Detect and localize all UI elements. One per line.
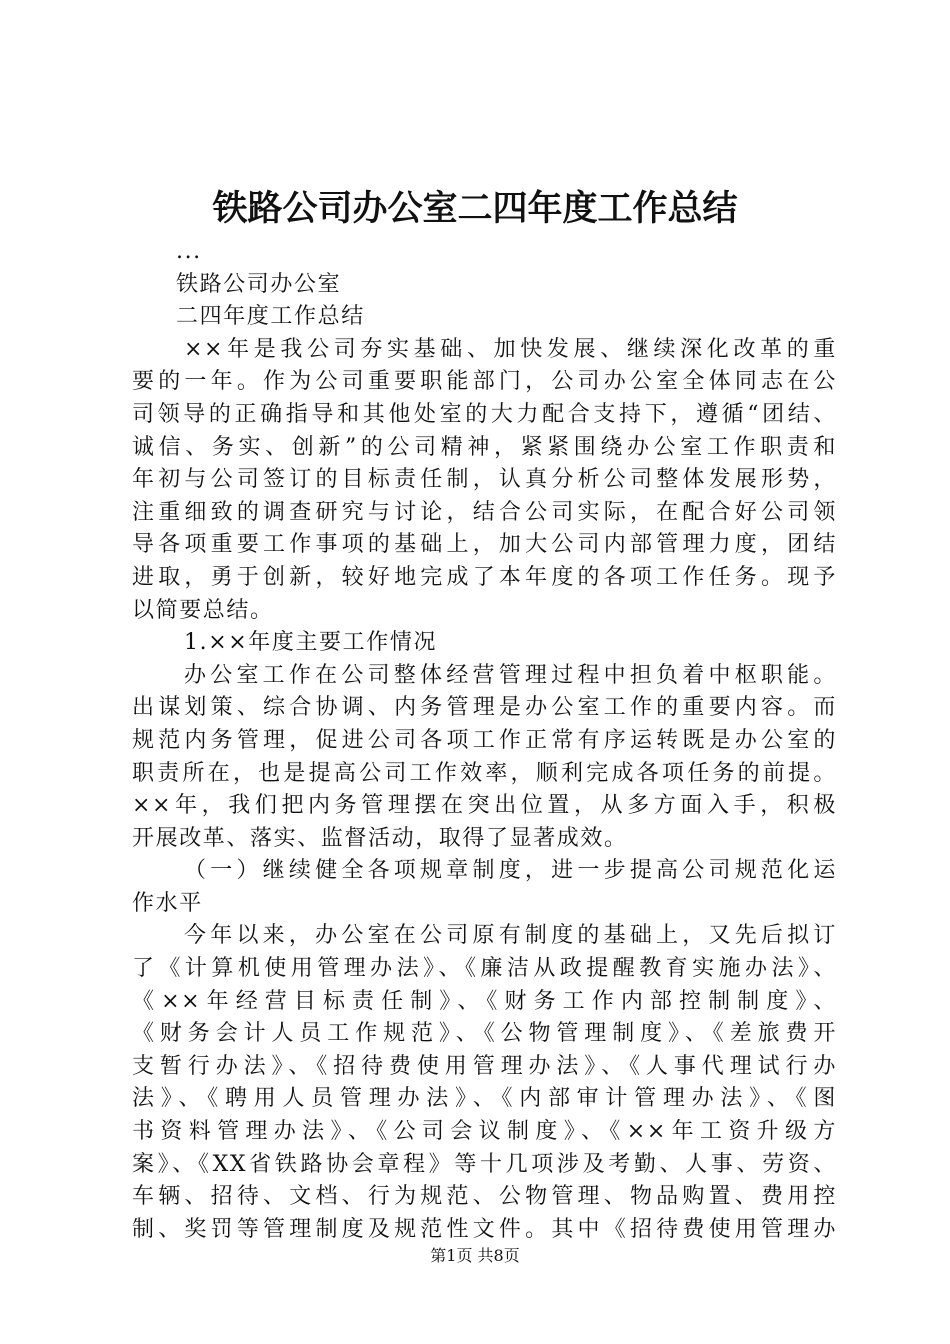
paragraph-line: 出谋划策、综合协调、内务管理是办公室工作的重要内容。而 [132, 695, 837, 721]
paragraph-line: ××年，我们把内务管理摆在突出位置，从多方面入手，积极 [132, 793, 837, 819]
paragraph-line: 进取，勇于创新，较好地完成了本年度的各项工作任务。现予 [132, 564, 837, 590]
paragraph-line: 办公室工作在公司整体经营管理过程中担负着中枢职能。 [184, 662, 837, 688]
paragraph-line: 规范内务管理，促进公司各项工作正常有序运转既是办公室的 [132, 727, 837, 753]
paragraph-line: 年初与公司签订的目标责任制，认真分析公司整体发展形势， [132, 467, 837, 493]
paragraph-line: 职责所在，也是提高公司工作效率，顺利完成各项任务的前提。 [132, 760, 837, 786]
paragraph-line: 了《计算机使用管理办法》、《廉洁从政提醒教育实施办法》、 [132, 956, 837, 982]
paragraph-line: 注重细致的调查研究与讨论，结合公司实际，在配合好公司领 [132, 499, 837, 525]
section-heading: 1.××年度主要工作情况 [184, 630, 438, 656]
paragraph-line: 《××年经营目标责任制》、《财务工作内部控制制度》、 [132, 988, 837, 1014]
paragraph-line: 司领导的正确指导和其他处室的大力配合支持下，遵循“团结、 [132, 401, 837, 427]
paragraph-line: 书资料管理办法》、《公司会议制度》、《××年工资升级方 [132, 1119, 837, 1145]
subsection-heading: （一）继续健全各项规章制度，进一步提高公司规范化运 [184, 858, 837, 884]
paragraph-line: 案》、《XX省铁路协会章程》等十几项涉及考勤、人事、劳资、 [132, 1151, 837, 1177]
paragraph-line: 车辆、招待、文档、行为规范、公物管理、物品购置、费用控 [132, 1184, 837, 1210]
paragraph-line: 制、奖罚等管理制度及规范性文件。其中《招待费使用管理办 [132, 1216, 837, 1242]
paragraph-line: 法》、《聘用人员管理办法》、《内部审计管理办法》、《图 [132, 1086, 837, 1112]
page-number: 第1页 共8页 [430, 1246, 520, 1265]
ellipsis-line: ... [176, 239, 202, 264]
paragraph-line: 今年以来，办公室在公司原有制度的基础上，又先后拟订 [184, 923, 837, 949]
paragraph-line: 以简要总结。 [132, 597, 274, 623]
subtitle-line: 二四年度工作总结 [176, 304, 365, 330]
document-body [132, 236, 837, 1246]
paragraph-line: 《财务会计人员工作规范》、《公物管理制度》、《差旅费开 [132, 1021, 837, 1047]
subsection-heading: 作水平 [132, 890, 203, 916]
paragraph-line: 导各项重要工作事项的基础上，加大公司内部管理力度，团结 [132, 532, 837, 558]
subtitle-line: 铁路公司办公室 [176, 271, 342, 297]
paragraph-line: 要的一年。作为公司重要职能部门，公司办公室全体同志在公 [132, 369, 837, 395]
document-title: 铁路公司办公室二四年度工作总结 [212, 188, 738, 229]
paragraph-line: 诚信、务实、创新”的公司精神，紧紧围绕办公室工作职责和 [132, 434, 837, 460]
paragraph-line: ××年是我公司夯实基础、加快发展、继续深化改革的重 [184, 336, 837, 362]
paragraph-line: 支暂行办法》、《招待费使用管理办法》、《人事代理试行办 [132, 1053, 837, 1079]
paragraph-line: 开展改革、落实、监督活动，取得了显著成效。 [132, 825, 628, 851]
